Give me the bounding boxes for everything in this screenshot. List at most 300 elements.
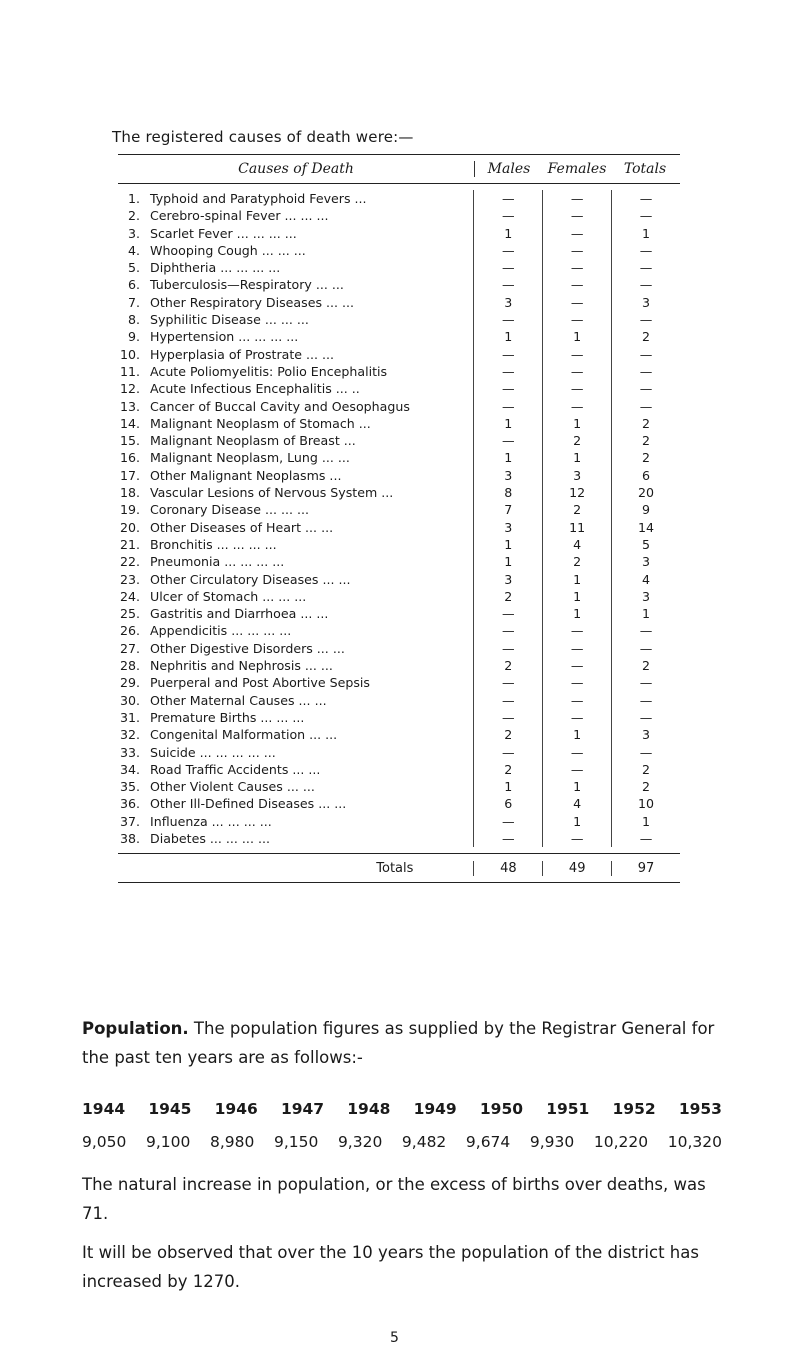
cause-label: Tuberculosis—Respiratory ... ... — [150, 277, 344, 293]
females-cell: — — [542, 744, 611, 761]
females-cell: — — [542, 761, 611, 778]
table-row — [118, 640, 680, 657]
cause-number: 36. — [119, 796, 140, 812]
males-cell: 1 — [473, 553, 542, 570]
cause-label: Other Digestive Disorders ... ... — [150, 640, 345, 656]
cause-label: Typhoid and Paratyphoid Fevers ... — [150, 191, 367, 206]
females-cell: — — [542, 346, 611, 363]
population-value: 9,100 — [145, 1133, 191, 1151]
males-cell: 8 — [473, 484, 542, 501]
table-row — [118, 363, 680, 380]
cause-label: Road Traffic Accidents ... ... — [150, 761, 321, 777]
totals-cell: — — [611, 380, 680, 397]
table-row — [118, 553, 680, 570]
cause-cell — [118, 242, 473, 259]
males-cell: — — [473, 432, 542, 449]
year-label: 1948 — [347, 1100, 391, 1118]
males-cell: 1 — [473, 328, 542, 345]
cause-cell — [118, 692, 473, 709]
header-totals: Totals — [623, 161, 667, 177]
cause-number: 15. — [119, 433, 140, 449]
totals-cell: 3 — [611, 726, 680, 743]
cause-cell — [118, 363, 473, 380]
females-cell: 1 — [542, 813, 611, 830]
females-cell: — — [542, 830, 611, 847]
cause-label: Diabetes ... ... ... ... — [150, 830, 270, 846]
cause-number: 3. — [127, 225, 140, 241]
table-row — [118, 519, 680, 536]
males-cell: — — [473, 692, 542, 709]
cause-number: 37. — [119, 813, 140, 829]
males-cell: 1 — [473, 536, 542, 553]
cause-label: Other Diseases of Heart ... ... — [150, 519, 334, 535]
totals-cell: — — [611, 259, 680, 276]
males-cell: — — [473, 207, 542, 224]
cause-label: Malignant Neoplasm of Stomach ... — [150, 415, 371, 431]
totals-totals: 97 — [611, 861, 680, 876]
cause-number: 17. — [119, 467, 140, 483]
totals-cell: — — [611, 398, 680, 415]
year-label: 1947 — [280, 1100, 325, 1118]
totals-cell: 1 — [611, 605, 680, 622]
cause-cell — [118, 225, 473, 242]
population-value: 10,320 — [667, 1133, 722, 1151]
totals-cell: 2 — [611, 761, 680, 778]
cause-label: Malignant Neoplasm, Lung ... ... — [150, 450, 350, 466]
cause-cell — [118, 380, 473, 397]
cause-cell — [118, 761, 473, 778]
males-cell: — — [473, 640, 542, 657]
cause-cell — [118, 207, 473, 224]
cause-label: Hypertension ... ... ... ... — [150, 329, 299, 345]
cause-cell — [118, 622, 473, 639]
totals-cell: 14 — [611, 519, 680, 536]
causes-of-death-table — [118, 154, 680, 883]
table-row — [118, 276, 680, 293]
table-row — [118, 501, 680, 518]
males-cell: 3 — [473, 294, 542, 311]
cause-cell — [118, 328, 473, 345]
females-cell: 2 — [542, 553, 611, 570]
cause-number: 35. — [119, 779, 140, 795]
cause-number: 21. — [119, 536, 140, 552]
totals-cell: 5 — [611, 536, 680, 553]
females-cell: — — [542, 276, 611, 293]
table-row — [118, 380, 680, 397]
totals-cell: — — [611, 622, 680, 639]
totals-females: 49 — [542, 861, 611, 876]
males-cell: 2 — [473, 726, 542, 743]
totals-cell: — — [611, 674, 680, 691]
page-number: 5 — [390, 1330, 399, 1346]
females-cell: 2 — [542, 432, 611, 449]
cause-cell — [118, 778, 473, 795]
header-males: Males — [474, 161, 543, 177]
cause-cell — [118, 294, 473, 311]
population-value: 9,150 — [273, 1133, 319, 1151]
year-label: 1944 — [82, 1100, 126, 1118]
cause-number: 20. — [119, 519, 140, 535]
year-label: 1953 — [678, 1100, 722, 1118]
females-cell: — — [542, 259, 611, 276]
males-cell: — — [473, 830, 542, 847]
cause-cell — [118, 536, 473, 553]
cause-number: 12. — [119, 381, 140, 397]
totals-cell: 9 — [611, 501, 680, 518]
cause-label: Nephritis and Nephrosis ... ... — [150, 658, 333, 674]
table-row — [118, 761, 680, 778]
table-row — [118, 225, 680, 242]
totals-cell: 2 — [611, 778, 680, 795]
females-cell: 1 — [542, 449, 611, 466]
males-cell: 1 — [473, 778, 542, 795]
totals-cell: 1 — [611, 813, 680, 830]
table-row — [118, 242, 680, 259]
cause-label: Whooping Cough ... ... ... — [150, 242, 306, 258]
cause-number: 6. — [127, 277, 140, 293]
cause-cell — [118, 346, 473, 363]
population-value: 9,930 — [529, 1133, 575, 1151]
table-row — [118, 484, 680, 501]
cause-label: Hyperplasia of Prostrate ... ... — [150, 346, 335, 362]
cause-cell — [118, 726, 473, 743]
table-row — [118, 709, 680, 726]
cause-cell — [118, 553, 473, 570]
females-cell: — — [542, 380, 611, 397]
females-cell: 4 — [542, 795, 611, 812]
females-cell: — — [542, 190, 611, 207]
cause-label: Malignant Neoplasm of Breast ... — [150, 433, 356, 449]
totals-cell: — — [611, 692, 680, 709]
females-cell: 1 — [542, 415, 611, 432]
table-row — [118, 795, 680, 812]
females-cell: 11 — [542, 519, 611, 536]
cause-cell — [118, 813, 473, 830]
cause-label: Ulcer of Stomach ... ... ... — [150, 588, 307, 604]
females-cell: — — [542, 398, 611, 415]
totals-cell: — — [611, 709, 680, 726]
cause-number: 14. — [119, 415, 140, 431]
cause-number: 24. — [119, 588, 140, 604]
table-row — [118, 674, 680, 691]
observation-text: It will be observed that over the 10 years the population of the district has increased by 1270. — [82, 1243, 699, 1291]
cause-number: 4. — [127, 242, 140, 258]
cause-number: 1. — [127, 191, 140, 206]
cause-label: Other Maternal Causes ... ... — [150, 692, 327, 708]
totals-cell: 2 — [611, 415, 680, 432]
cause-label: Influenza ... ... ... ... — [150, 813, 272, 829]
cause-cell — [118, 674, 473, 691]
females-cell: 2 — [542, 501, 611, 518]
males-cell: 3 — [473, 467, 542, 484]
table-row — [118, 328, 680, 345]
cause-cell — [118, 398, 473, 415]
totals-cell: 2 — [611, 657, 680, 674]
totals-cell: — — [611, 744, 680, 761]
females-cell: 1 — [542, 726, 611, 743]
cause-label: Other Malignant Neoplasms ... — [150, 467, 342, 483]
population-text: The population figures as supplied by the Registrar General for the past ten years are as follows:- — [82, 1019, 715, 1067]
header-females: Females — [547, 161, 607, 177]
table-row — [118, 778, 680, 795]
table-row — [118, 432, 680, 449]
table-row — [118, 207, 680, 224]
table-row — [118, 536, 680, 553]
cause-cell — [118, 259, 473, 276]
cause-label: Cerebro-spinal Fever ... ... ... — [150, 208, 329, 224]
cause-label: Gastritis and Diarrhoea ... ... — [150, 606, 329, 622]
cause-number: 31. — [119, 709, 140, 725]
females-cell: 12 — [542, 484, 611, 501]
cause-cell — [118, 605, 473, 622]
females-cell: 1 — [542, 328, 611, 345]
cause-cell — [118, 588, 473, 605]
year-label: 1952 — [612, 1100, 656, 1118]
cause-number: 13. — [119, 398, 140, 414]
cause-cell — [118, 709, 473, 726]
females-cell: — — [542, 709, 611, 726]
females-cell: 4 — [542, 536, 611, 553]
totals-cell: — — [611, 311, 680, 328]
cause-number: 34. — [119, 761, 140, 777]
males-cell: — — [473, 398, 542, 415]
totals-row — [118, 853, 680, 883]
males-cell: — — [473, 242, 542, 259]
table-row — [118, 259, 680, 276]
males-cell: 1 — [473, 415, 542, 432]
year-label: 1951 — [546, 1100, 590, 1118]
cause-label: Suicide ... ... ... ... ... — [150, 744, 276, 760]
cause-label: Acute Poliomyelitis: Polio Encephalitis — [150, 363, 388, 379]
cause-label: Acute Infectious Encephalitis ... .. — [150, 381, 360, 397]
cause-label: Pneumonia ... ... ... ... — [150, 554, 285, 570]
cause-number: 29. — [119, 675, 140, 691]
cause-cell — [118, 640, 473, 657]
cause-number: 26. — [119, 623, 140, 639]
cause-number: 2. — [127, 208, 140, 224]
cause-cell — [118, 501, 473, 518]
totals-cell: 2 — [611, 449, 680, 466]
totals-cell: — — [611, 190, 680, 207]
table-row — [118, 657, 680, 674]
females-cell: 1 — [542, 588, 611, 605]
population-value: 9,050 — [82, 1133, 127, 1151]
totals-cell: 20 — [611, 484, 680, 501]
males-cell: — — [473, 813, 542, 830]
cause-label: Scarlet Fever ... ... ... ... — [150, 225, 297, 241]
cause-label: Premature Births ... ... ... — [150, 709, 305, 725]
totals-males: 48 — [473, 861, 542, 876]
cause-label: Coronary Disease ... ... ... — [150, 502, 310, 518]
natural-increase-text: The natural increase in population, or the excess of births over deaths, was 71. — [82, 1175, 706, 1223]
males-cell: 3 — [473, 571, 542, 588]
cause-label: Congenital Malformation ... ... — [150, 727, 338, 743]
females-cell: — — [542, 294, 611, 311]
cause-number: 19. — [119, 502, 140, 518]
table-row — [118, 692, 680, 709]
females-cell: — — [542, 674, 611, 691]
cause-label: Diphtheria ... ... ... ... — [150, 260, 281, 276]
males-cell: — — [473, 311, 542, 328]
totals-cell: 2 — [611, 432, 680, 449]
totals-cell: 10 — [611, 795, 680, 812]
table-row — [118, 622, 680, 639]
table-row — [118, 415, 680, 432]
population-value: 9,674 — [465, 1133, 511, 1151]
males-cell: — — [473, 346, 542, 363]
cause-number: 16. — [119, 450, 140, 466]
totals-cell: — — [611, 207, 680, 224]
totals-cell: — — [611, 640, 680, 657]
females-cell: — — [542, 363, 611, 380]
cause-cell — [118, 415, 473, 432]
cause-label: Other Violent Causes ... ... — [150, 779, 315, 795]
cause-number: 5. — [127, 260, 140, 276]
females-cell: — — [542, 657, 611, 674]
cause-number: 22. — [119, 554, 140, 570]
cause-number: 38. — [119, 830, 140, 846]
females-cell: — — [542, 207, 611, 224]
males-cell: — — [473, 744, 542, 761]
cause-number: 8. — [127, 312, 140, 328]
cause-cell — [118, 449, 473, 466]
cause-label: Other Circulatory Diseases ... ... — [150, 571, 351, 587]
population-value: 9,482 — [401, 1133, 447, 1151]
cause-cell — [118, 657, 473, 674]
cause-number: 18. — [119, 485, 140, 501]
year-label: 1950 — [479, 1100, 524, 1118]
males-cell: 7 — [473, 501, 542, 518]
males-cell: — — [473, 674, 542, 691]
table-row — [118, 605, 680, 622]
totals-cell: 2 — [611, 328, 680, 345]
cause-label: Cancer of Buccal Cavity and Oesophagus — [150, 398, 410, 414]
males-cell: — — [473, 709, 542, 726]
males-cell: — — [473, 622, 542, 639]
table-row — [118, 398, 680, 415]
females-cell: — — [542, 640, 611, 657]
population-value: 9,320 — [337, 1133, 383, 1151]
cause-number: 7. — [127, 294, 140, 310]
males-cell: 2 — [473, 761, 542, 778]
cause-number: 27. — [119, 640, 140, 656]
males-cell: — — [473, 380, 542, 397]
cause-number: 11. — [119, 363, 140, 379]
females-cell: — — [542, 311, 611, 328]
population-heading: Population. — [82, 1019, 189, 1038]
cause-label: Other Ill-Defined Diseases ... ... — [150, 796, 347, 812]
males-cell: 6 — [473, 795, 542, 812]
cause-label: Vascular Lesions of Nervous System ... — [150, 485, 394, 501]
cause-cell — [118, 571, 473, 588]
totals-cell: 4 — [611, 571, 680, 588]
cause-number: 10. — [119, 346, 140, 362]
table-row — [118, 294, 680, 311]
females-cell: 3 — [542, 467, 611, 484]
cause-number: 28. — [119, 658, 140, 674]
totals-cell: — — [611, 346, 680, 363]
table-row — [118, 467, 680, 484]
cause-cell — [118, 467, 473, 484]
table-row — [118, 311, 680, 328]
females-cell: — — [542, 225, 611, 242]
males-cell: 1 — [473, 225, 542, 242]
totals-cell: 3 — [611, 294, 680, 311]
males-cell: — — [473, 363, 542, 380]
males-cell: — — [473, 605, 542, 622]
population-values — [82, 1133, 722, 1151]
males-cell: 1 — [473, 449, 542, 466]
cause-cell — [118, 519, 473, 536]
males-cell: — — [473, 259, 542, 276]
year-label: 1946 — [214, 1100, 258, 1118]
year-label: 1945 — [148, 1100, 192, 1118]
males-cell: — — [473, 276, 542, 293]
table-row — [118, 588, 680, 605]
table-row — [118, 744, 680, 761]
cause-cell — [118, 311, 473, 328]
table-row — [118, 346, 680, 363]
totals-cell: 1 — [611, 225, 680, 242]
cause-label: Other Respiratory Diseases ... ... — [150, 294, 355, 310]
cause-cell — [118, 795, 473, 812]
table-row — [118, 190, 680, 207]
cause-label: Puerperal and Post Abortive Sepsis — [150, 675, 370, 691]
population-value: 10,220 — [593, 1133, 649, 1151]
totals-cell: — — [611, 363, 680, 380]
cause-number: 30. — [119, 692, 140, 708]
females-cell: 1 — [542, 778, 611, 795]
table-row — [118, 813, 680, 830]
cause-cell — [118, 830, 473, 847]
totals-cell: — — [611, 242, 680, 259]
totals-cell: 3 — [611, 588, 680, 605]
population-years — [82, 1100, 722, 1118]
females-cell: — — [542, 242, 611, 259]
totals-label: Totals — [376, 860, 414, 876]
table-header — [118, 155, 680, 184]
table-row — [118, 449, 680, 466]
totals-cell: — — [611, 276, 680, 293]
year-label: 1949 — [413, 1100, 457, 1118]
females-cell: — — [542, 692, 611, 709]
females-cell: 1 — [542, 571, 611, 588]
cause-cell — [118, 484, 473, 501]
males-cell: 2 — [473, 657, 542, 674]
table-row — [118, 830, 680, 847]
cause-number: 23. — [119, 571, 140, 587]
totals-cell: 3 — [611, 553, 680, 570]
males-cell: — — [473, 190, 542, 207]
females-cell: — — [542, 622, 611, 639]
females-cell: 1 — [542, 605, 611, 622]
cause-label: Bronchitis ... ... ... ... — [150, 536, 277, 552]
cause-number: 33. — [119, 744, 140, 760]
totals-cell: — — [611, 830, 680, 847]
cause-cell — [118, 276, 473, 293]
header-cause: Causes of Death — [238, 161, 354, 177]
table-body — [118, 184, 680, 847]
cause-cell — [118, 432, 473, 449]
males-cell: 3 — [473, 519, 542, 536]
cause-number: 32. — [119, 727, 140, 743]
cause-cell — [118, 744, 473, 761]
males-cell: 2 — [473, 588, 542, 605]
cause-number: 9. — [127, 329, 140, 345]
cause-label: Syphilitic Disease ... ... ... — [150, 312, 309, 328]
population-paragraph — [82, 1014, 722, 1072]
table-row — [118, 726, 680, 743]
